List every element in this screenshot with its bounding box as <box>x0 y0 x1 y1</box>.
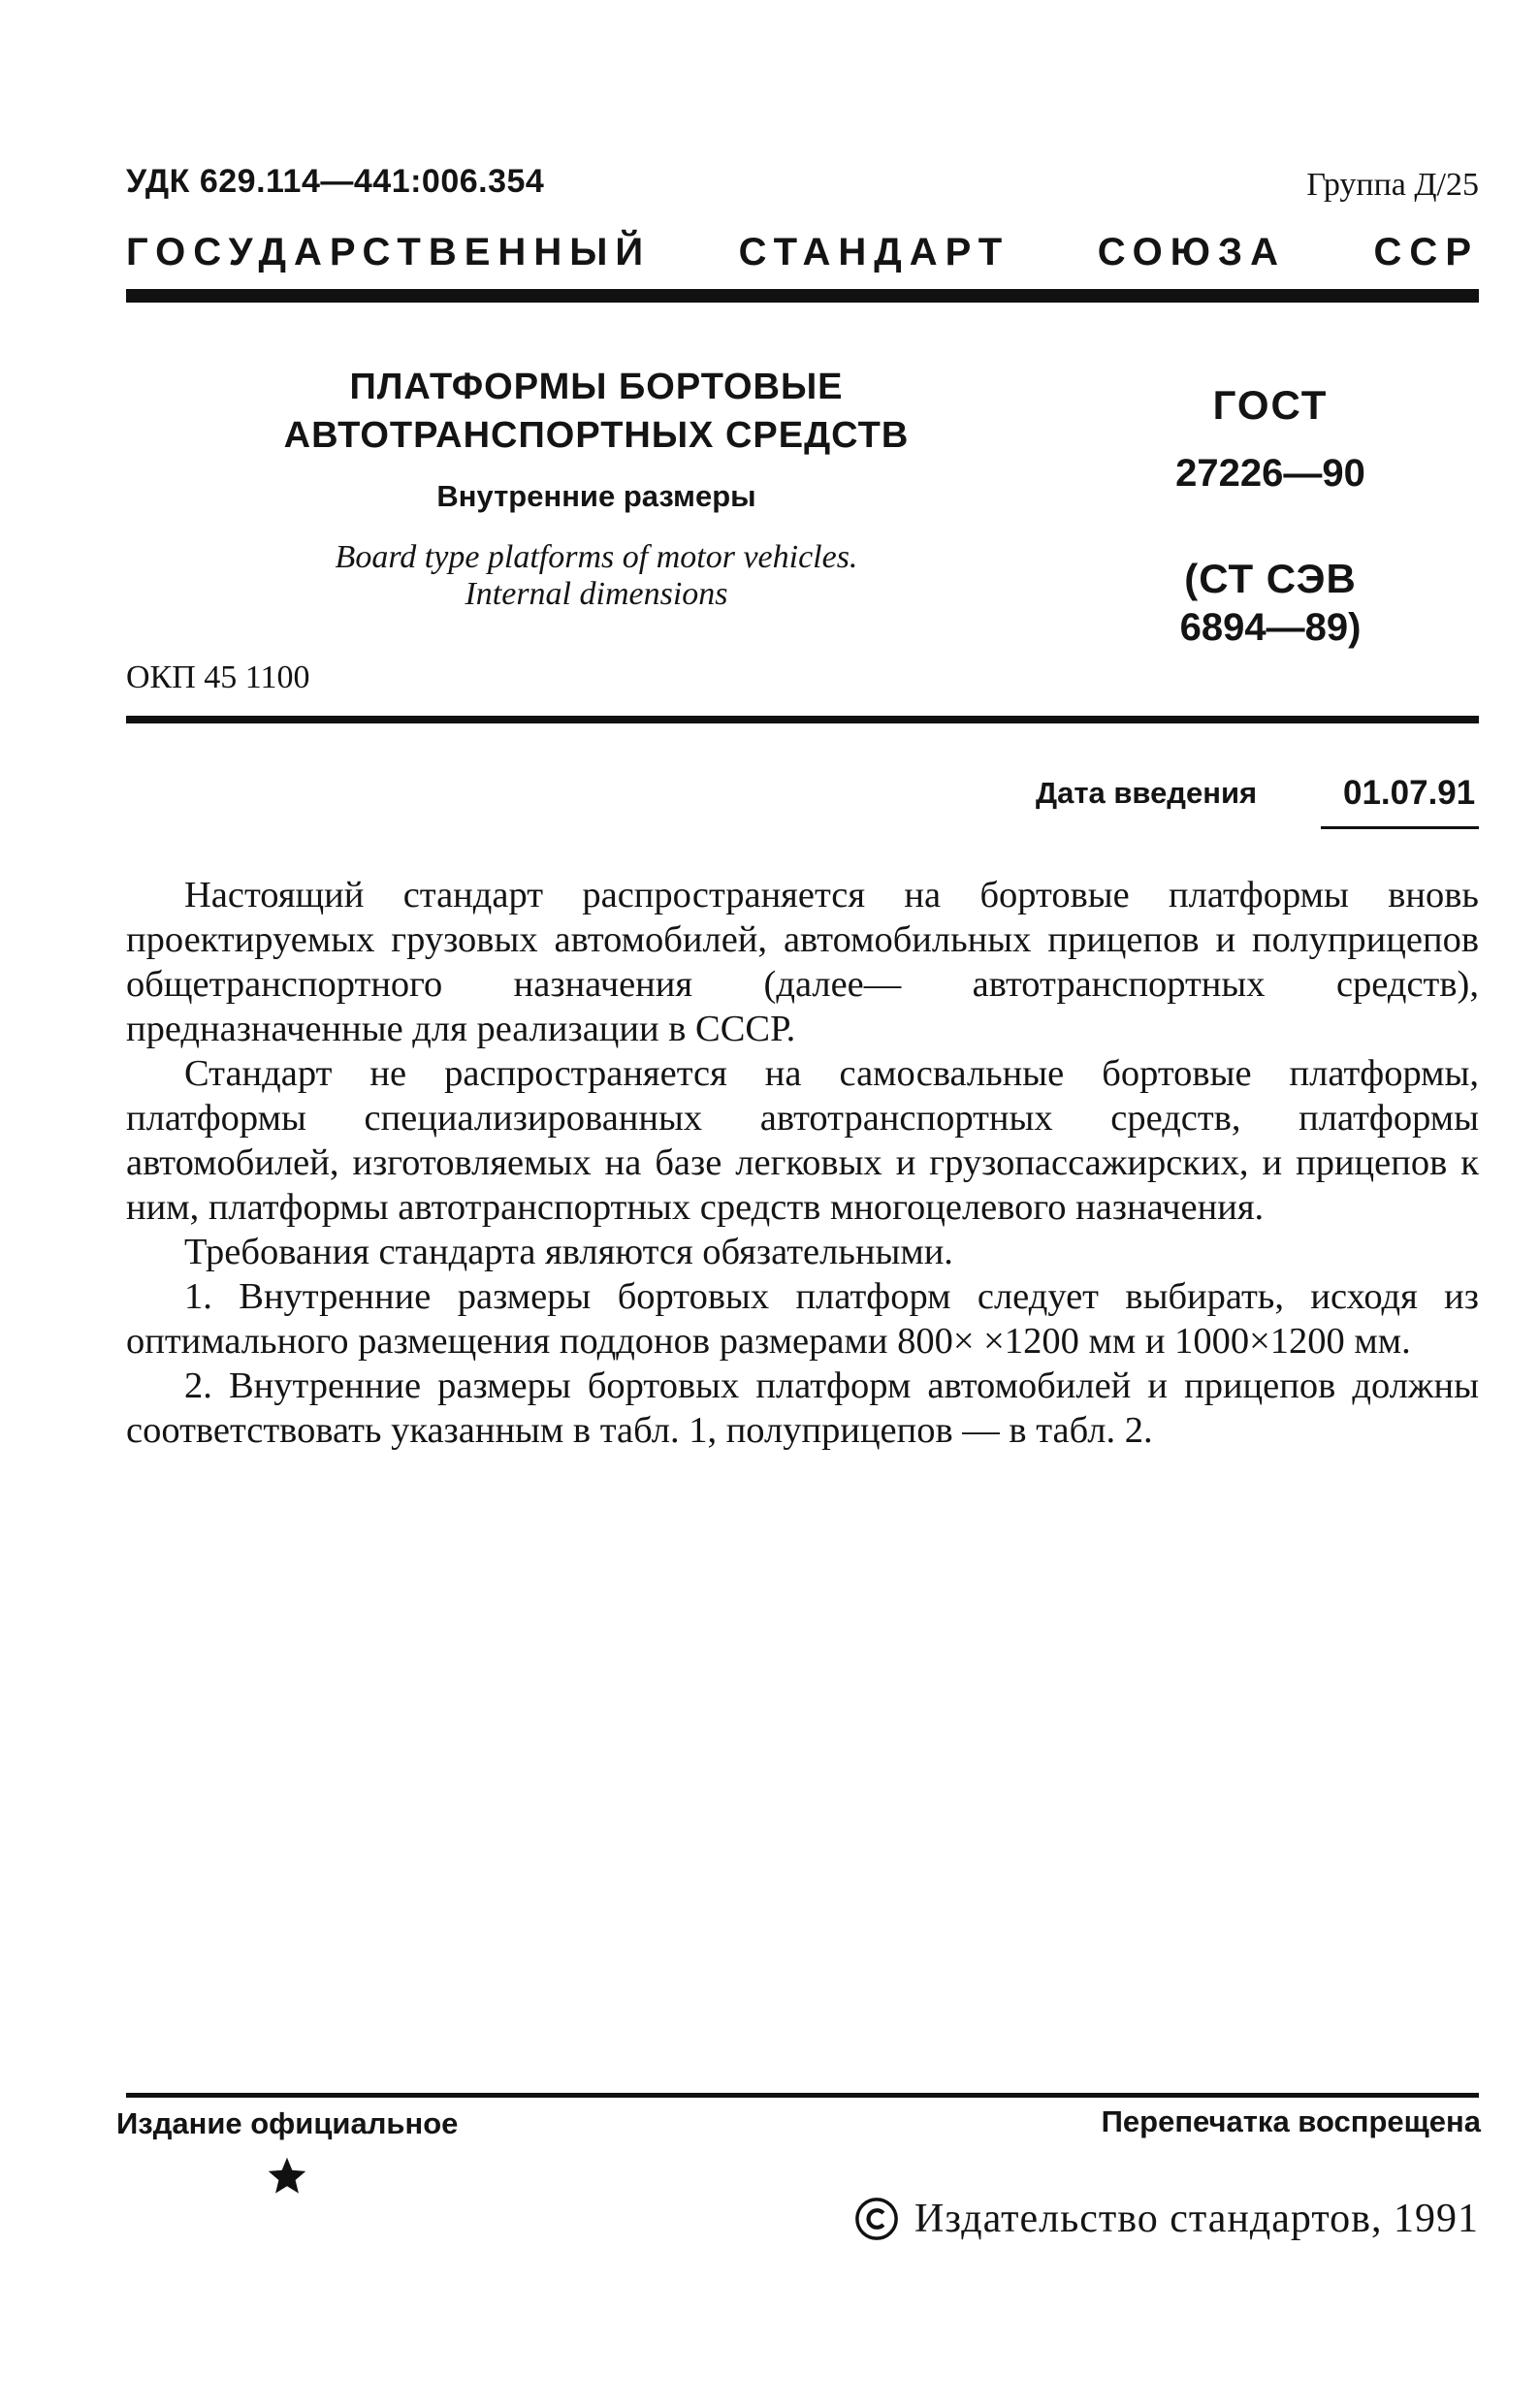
copyright-line <box>854 2196 1479 2242</box>
star-icon <box>266 2155 308 2198</box>
paragraph-item-1: 1. Внутренние размеры бортовых платформ следует выбирать, исходя из оптимального размещения поддонов размерами 800× ×1200 мм и 1000×1200 мм. <box>126 1276 1479 1362</box>
gost-number: 27226—90 <box>1175 452 1365 495</box>
state-standard-heading: ГОСУДАРСТВЕННЫЙ СТАНДАРТ СОЮЗА ССР <box>126 231 1479 273</box>
intro-date-value: 01.07.91 <box>1343 774 1476 812</box>
title-line-1: ПЛАТФОРМЫ БОРТОВЫЕ <box>349 367 844 407</box>
okp-code: ОКП 45 1100 <box>126 659 310 695</box>
copyright-text: Издательство стандартов, 1991 <box>914 2197 1479 2241</box>
udk-code: УДК 629.114—441:006.354 <box>126 163 545 200</box>
footer-divider <box>126 2093 1479 2098</box>
paragraph-scope: Настоящий стандарт распространяется на бортовые платформы вновь проектируемых грузовых автомобилей, автомобильных прицепов и полуприцепов общетранспортного назначения (далее— автотранспортных средств), предназначенные для реализации в СССР. <box>126 875 1479 1049</box>
title-line-2: АВТОТРАНСПОРТНЫХ СРЕДСТВ <box>283 415 910 456</box>
copyright-icon <box>854 2197 899 2241</box>
english-title-line-1: Board type platforms of motor vehicles. <box>335 539 858 575</box>
english-title-line-2: Internal dimensions <box>465 576 728 612</box>
gost-label: ГОСТ <box>1212 382 1329 428</box>
paragraph-exclusions: Стандарт не распространяется на самосвальные бортовые платформы, платформы специализированных автотранспортных средств, платформы автомобилей, изготовляемых на базе легковых и грузопассажирских, и прицепов к ним, платформы автотранспортных средств многоцелевого назначения. <box>126 1053 1479 1228</box>
body-text <box>126 873 1479 1453</box>
subtitle: Внутренние размеры <box>436 479 756 513</box>
paragraph-item-2: 2. Внутренние размеры бортовых платформ автомобилей и прицепов должны соответствовать указанным в табл. 1, полуприцепов — в табл. 2. <box>126 1365 1479 1451</box>
intro-date-label: Дата введения <box>1036 776 1258 810</box>
gost-block <box>1115 382 1426 650</box>
top-divider <box>126 289 1479 303</box>
intro-date-underline <box>1321 826 1479 829</box>
title-block <box>223 363 970 613</box>
paragraph-mandatory: Требования стандарта являются обязательными. <box>184 1232 953 1272</box>
sev-reference-line-1: (СТ СЭВ <box>1184 556 1357 601</box>
middle-divider <box>126 716 1479 723</box>
official-edition-label: Издание официальное <box>116 2106 459 2140</box>
group-code: Группа Д/25 <box>1306 167 1479 203</box>
sev-reference-line-2: 6894—89) <box>1179 606 1362 649</box>
reprint-prohibited-label: Перепечатка воспрещена <box>1101 2104 1481 2138</box>
